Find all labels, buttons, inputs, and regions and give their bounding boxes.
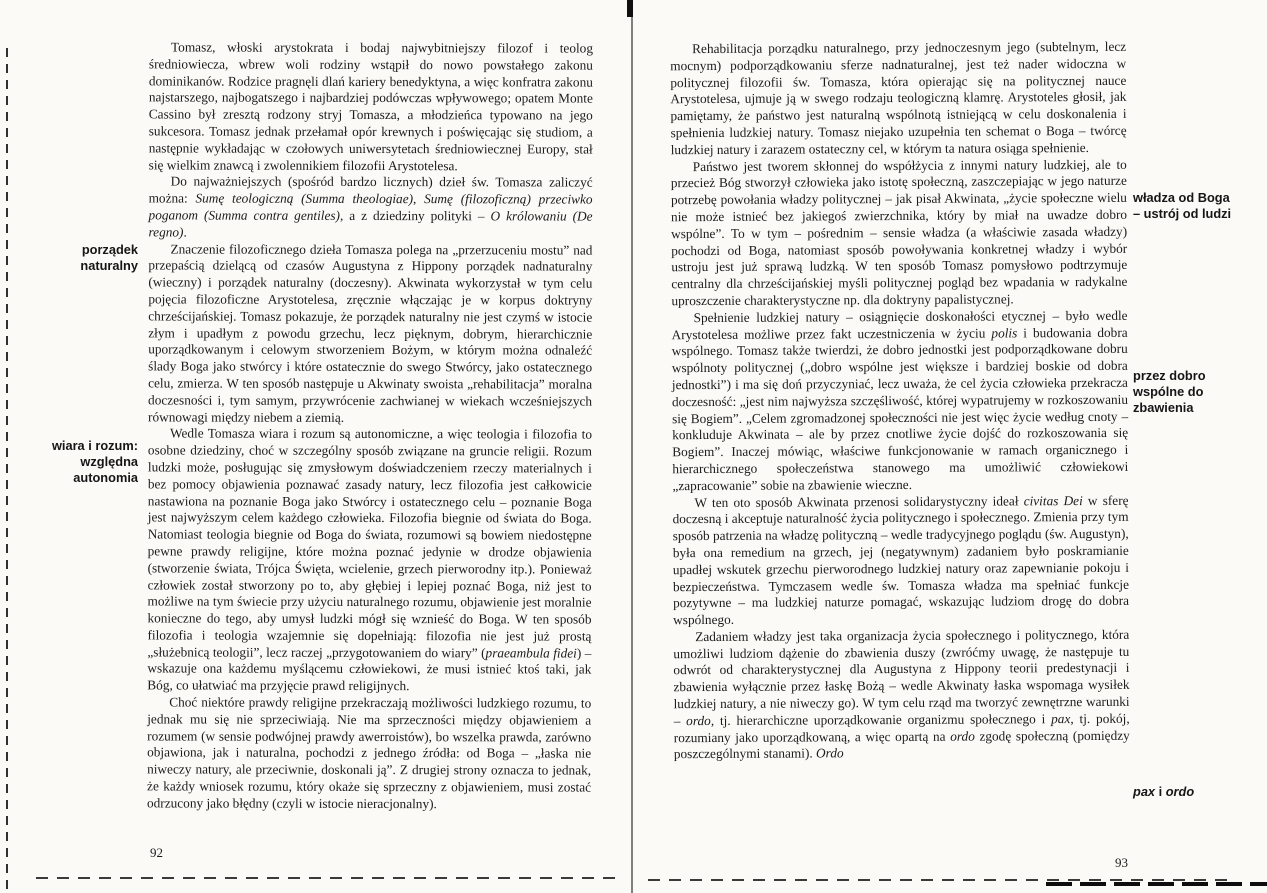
- scan-spine-line: [631, 0, 633, 893]
- scan-bottom-marks-heavy: [1046, 882, 1267, 886]
- scan-edge-marks-left: [6, 48, 8, 893]
- margin-note-pax-i-ordo: pax i ordo: [1133, 784, 1195, 799]
- paragraph: Państwo jest tworem skłonnej do współżycia z innymi natury ludzkiej, ale to przecież Bóg stworzył człowieka jako istotę społeczną, zaszczepiając w jego naturze potrzebę powołania władzy politycznej – jak pisał Akwinata, „życie społeczne wielu nie może istnieć bez jakiegoś zwierzchnika, który by miał na uwadze dobro wspólne”. To w tym – pośrednim – sensie władza (a właściwie zasada władzy) pochodzi od Boga, natomiast sposób powoływania konkretnej władzy i wybór ustroju jest już sprawą ludzką. W ten sposób Tomasz pomysłowo podtrzymuje centralny dla chrześcijańskiej myśli politycznej pogląd bez wpadania w radykalne uproszczenie charakterystyczne np. dla doktryny papalistycznej.: [670, 156, 1128, 309]
- paragraph: Spełnienie ludzkiej natury – osiągnięcie doskonałości etycznej – było wedle Arystotelesa możliwe przez fakt uczestniczenia w życiu polis i budowania dobra wspólnego. Tomasz także twierdzi, że dobro jednostki jest podporządkowane dobru wspólnoty politycznej („dobro wspólne jest większe i bardziej boskie od dobra jednostki”) i ma się doń przyczyniać, lecz uważa, że cel życia człowieka przekracza doczesność: „jest nim najwyższa szczęśliwość, której wypatrujemy w rozkoszowaniu się Bogiem”. „Celem zgromadzonej społeczności nie jest więc życie według cnoty – konkluduje Akwinata – ale by przez cnotliwe życie dojść do rozkoszowania się Bogiem”. Inaczej mówiąc, właściwe funkcjonowanie w ramach organicznego i hierarchicznego społeczeństwa stanowego ma umożliwić człowiekowi „zapracowanie” sobie na zbawienie wieczne.: [671, 307, 1129, 493]
- right-page: [633, 0, 1267, 893]
- margin-note-porzadek-naturalny: porządek naturalny: [80, 242, 138, 273]
- left-page: [0, 0, 633, 893]
- paragraph: Wedle Tomasza wiara i rozum są autonomiczne, a więc teologia i filozofia to osobne dziedziny, choć w szczególny sposób związane na gruncie religii. Rozum ludzki może, posługując się zmysłowym doświadczeniem rzeczy materialnych i bez pomocy objawienia poznawać zasady natury, lecz filozofia jest całkowicie nastawiona na poznanie Boga jako Stwórcy i ostatecznego celu – poznanie Boga jest najwyższym celem każdego człowieka. Filozofia biegnie od świata do Boga. Natomiast teologia biegnie od Boga do świata, rozumowi są bowiem niedostępne pewne prawdy religijne, które można poznać jedynie w drodze objawienia (stworzenie świata, Trójca Święta, wcielenie, grzech pierworodny itp.). Ponieważ człowiek został stworzony po to, aby głębiej i lepiej poznać Boga, niż jest to możliwe na tym świecie przy użyciu naturalnego rozumu, objawienie jest moralnie konieczne do tego, aby umysł ludzki mógł się wznieść do Boga. W ten sposób filozofia i teologia wzajemnie się dopełniają: filozofia nie jest już prostą „służebnicą teologii”, lecz raczej „przygotowaniem do wiary” (praeambula fidei) – wskazuje ona każdemu myślącemu człowiekowi, że musi istnieć ktoś taki, jak Bóg, co ułatwiać ma przyjęcie prawd religijnych.: [147, 425, 592, 694]
- paragraph: Do najważniejszych (spośród bardzo licznych) dzieł św. Tomasza zaliczyć można: Sumę teologiczną (Summa theologiae), Sumę (filozoficzną) przeciwko poganom (Summa contra gentiles), a z dziedziny polityki – O królowaniu (De regno).: [148, 173, 593, 240]
- margin-note-wiara-i-rozum: wiara i rozum: względna autonomia: [51, 438, 138, 485]
- scan-bottom-marks-right: [648, 879, 1236, 881]
- scan-bottom-marks-left: [36, 877, 620, 879]
- paragraph: Tomasz, włoski arystokrata i bodaj najwybitniejszy filozof i teolog średniowiecza, wbrew woli rodziny wstąpił do nowo powstałego zakonu dominikanów. Rodzice pragnęli dlań kariery benedyktyna, a więc konfratra zakonu najstarszego, najbogatszego i najbardziej podówczas wpływowego; opatem Monte Cassino był zresztą rodzony stryj Tomasza, a młodzieńca typowano na jego sukcesora. Tomasz jednak przełamał opór krewnych i poświęcając się studiom, a następnie wykładając w czołowych uniwersytetach średniowiecznej Europy, stał się wielkim znawcą i zwolennikiem filozofii Arystotelesa.: [148, 39, 594, 173]
- paragraph: Rehabilitacja porządku naturalnego, przy jednoczesnym jego (subtelnym, lecz mocnym) podporządkowaniu sferze nadnaturalnej, jest też nader widoczna w politycznej filozofii św. Tomasza, która opierając się na politycznej nauce Arystotelesa, ujmuje ją w swego rodzaju teologiczną klamrę. Arystoteles głosił, jak pamiętamy, że państwo jest naturalną wspólnotą istniejącą w celu doskonalenia i spełnienia ludzkiej natury. Tomasz niejako uzupełnia ten schemat o Boga – twórcę ludzkiej natury i zarazem ostateczny cel, w którym ta natura osiąga spełnienie.: [670, 38, 1127, 157]
- page-number-right: 93: [1115, 855, 1128, 870]
- margin-note-przez-dobro-wspolne: przez dobro wspólne do zbawienia: [1133, 368, 1206, 415]
- paragraph: Znaczenie filozoficznego dzieła Tomasza polega na „przerzuceniu mostu” nad przepaścią dzielącą od czasów Augustyna z Hippony porządek nadnaturalny (wieczny) i porządek naturalny (doczesny). Akwinata wykorzystał w tym celu pojęcia filozoficzne Arystotelesa, zręcznie włączając je w korpus doktryny chrześcijańskiej. Tomasz pokazuje, że porządek naturalny nie jest czymś w istocie złym i upadłym z powodu grzechu, lecz pięknym, dobrym, hierarchicznie uporządkowanym i celowym stworzeniem Bożym, w którym można odnaleźć ślady Boga jako stwórcy i które ostatecznie do swego Stwórcy, jako ostatecznego celu, zmierza. W ten sposób następuje u Akwinaty swoista „rehabilitacja” moralna doczesności i, tym samym, przywrócenie zachwianej w wiekach wcześniejszych równowagi między niebem a ziemią.: [148, 241, 593, 425]
- page-number-left: 92: [150, 845, 163, 860]
- paragraph: Zadaniem władzy jest taka organizacja życia społecznego i politycznego, która umożliwi ludziom dążenie do zbawienia duszy (zwróćmy uwagę, że następuje tu odwrót od charakterystycznej dla Augustyna z Hippony teorii predestynacji i zbawienia wyłącznie przez łaskę Bożą – wedle Akwinaty łaska wspomaga wysiłek ludzkiej natury, a nie niweczy go). W tym celu rząd ma tworzyć zewnętrzne warunki – ordo, tj. hierarchiczne uporządkowanie organizmu społecznego i pax, tj. pokój, rozumiany jako uporządkowaną, a więc opartą na ordo zgodę społeczną (pomiędzy poszczególnymi stanami). Ordo: [673, 626, 1130, 762]
- paragraph: Choć niektóre prawdy religijne przekraczają możliwości ludzkiego rozumu, to jednak mu się nie sprzeciwiają. Nie ma sprzeczności między objawieniem a rozumem (w sensie podwójnej prawdy awerroistów), bo wszelka prawda, zarówno objawiona, jak i naturalna, pochodzi z jednego źródła: od Boga – „łaska nie niweczy natury, ale przeciwnie, doskonali ją”. Z drugiej strony oznacza to jednak, że każdy wniosek rozumu, który okaże się sprzeczny z objawieniem, musi zostać odrzucony jako błędny (czyli w istocie nieracjonalny).: [146, 694, 592, 812]
- left-page-text-column: [147, 39, 593, 813]
- scan-spine-top-mark: [627, 0, 633, 17]
- margin-note-wladza-od-boga: władza od Boga – ustrój od ludzi: [1133, 190, 1232, 221]
- paragraph: W ten oto sposób Akwinata przenosi solidarystyczny ideał civitas Dei w sferę doczesną i akceptuje naturalność życia politycznego i społecznego. Zmienia przy tym sposób patrzenia na władzę polityczną – wedle tradycyjnego poglądu (św. Augustyn), była ona remedium na grzech, jej (negatywnym) zadaniem było poskramianie upadłej wskutek grzechu pierworodnego ludzkiej natury oraz zapewnianie pokoju i bezpieczeństwa. Tymczasem wedle św. Tomasza władza ma spełniać funkcje pozytywne – ma ludzkiej naturze pomagać, wskazując ludziom drogę do dobra wspólnego.: [672, 492, 1130, 628]
- right-page-text-column: [670, 39, 1130, 764]
